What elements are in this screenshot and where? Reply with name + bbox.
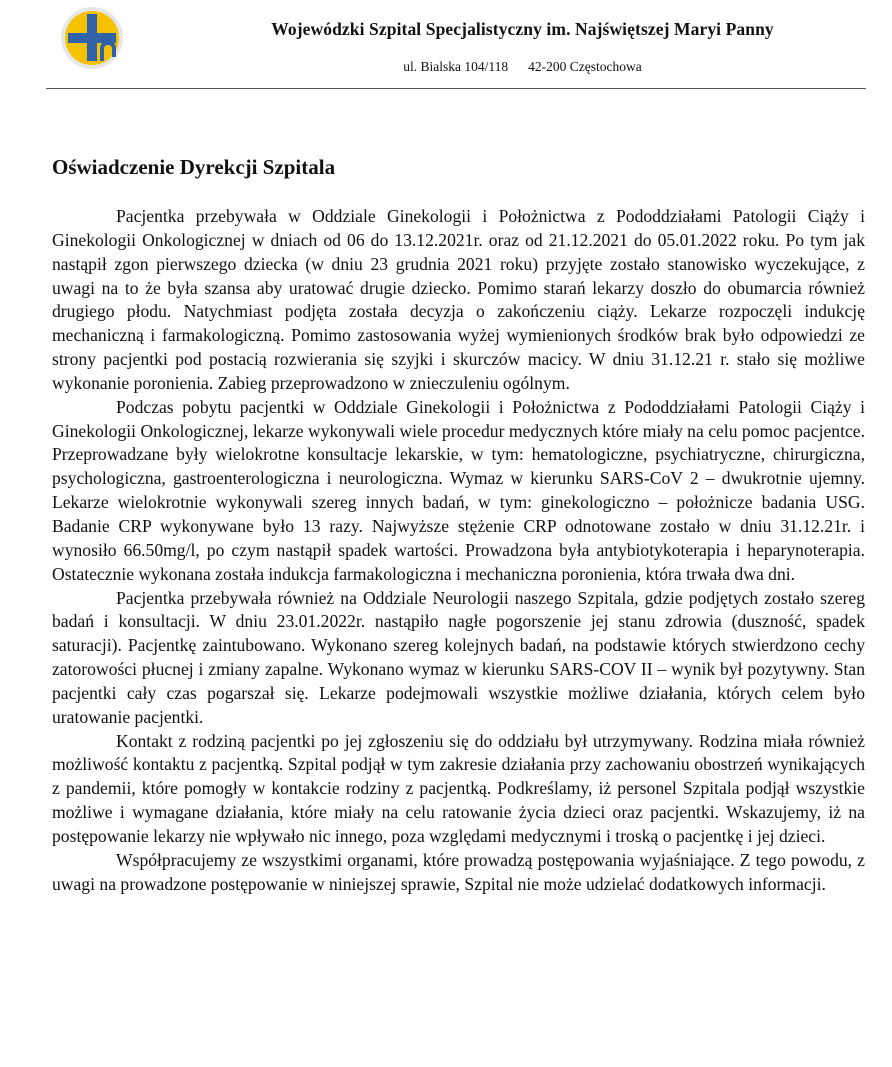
paragraph-3: Pacjentka przebywała również na Oddziale Neurologii naszego Szpitala, gdzie podjętych zostało szereg badań i konsultacji. W dniu 23.01.2022r. nastąpiło nagłe pogorszenie jej stanu zdrowia (duszność, spadek saturacji). Pacjentkę zaintubowano. Wykonano szereg kolejnych badań, na podstawie których stwierdzono cechy zatorowości płucnej i zmiany zapalne. Wykonano wymaz w kierunku SARS-COV II – wynik był pozytywny. Stan pacjentki cały czas pogarszał się. Lekarze podejmowali wszystkie możliwe działania, których celem było uratowanie pacjentki. xyxy=(52,587,865,727)
hospital-cross-logo-icon xyxy=(46,5,138,71)
paragraph-2: Podczas pobytu pacjentki w Oddziale Ginekologii i Położnictwa z Pododdziałami Patologii Ciąży i Ginekologii Onkologicznej, lekarze wykonywali wiele procedur medycznych które miały na celu pomoc pacjentce. Przeprowadzane były wielokrotne konsultacje lekarskie, w tym: hematologiczne, psychiatryczne, chirurgiczna, psychologiczna, gastroenterologiczna i neurologiczna. Wymaz w kierunku SARS-CoV 2 – dwukrotnie ujemny. Lekarze wielokrotnie wykonywali szereg innych badań, w tym: ginekologiczno – położnicze badania USG. Badanie CRP wykonywane było 13 razy. Najwyższe stężenie CRP odnotowane zostało w dniu 31.12.21r. i wynosiło 66.50mg/l, po czym nastąpił spadek wartości. Prowadzona była antybiotykoterapia i heparynoterapia. Ostatecznie wykonana została indukcja farmakologiczna i mechaniczna poronienia, która trwała dwa dni. xyxy=(52,396,865,584)
hospital-address xyxy=(160,59,885,75)
hospital-street: ul. Bialska 104/118 xyxy=(403,59,509,74)
header-divider xyxy=(46,88,866,89)
hospital-city: 42-200 Częstochowa xyxy=(528,59,642,74)
hospital-name: Wojewódzki Szpital Specjalistyczny im. Najświętszej Maryi Panny xyxy=(271,19,774,39)
paragraph-4: Kontakt z rodziną pacjentki po jej zgłoszeniu się do oddziału był utrzymywany. Rodzina miała również możliwość kontaktu z pacjentką. Szpital podjął w tym zakresie działania przy zachowaniu obostrzeń wynikających z pandemii, które pomogły w kontakcie rodziny z pacjentką. Podkreślamy, iż personel Szpitala podjął wszystkie możliwe i wymagane działania, które miały na celu ratowanie życia dzieci oraz pacjentki. Wskazujemy, iż na postępowanie lekarzy nie wpływało nic innego, poza względami medycznymi i troską o pacjentkę i jej dzieci. xyxy=(52,730,865,846)
document-body xyxy=(52,205,865,896)
paragraph-1: Pacjentka przebywała w Oddziale Ginekologii i Położnictwa z Pododdziałami Patologii Ciąży i Ginekologii Onkologicznej w dniach od 06 do 13.12.2021r. oraz od 21.12.2021 do 05.01.2022 roku. Po tym jak nastąpił zgon pierwszego dziecka (w dniu 23 grudnia 2021 roku) przyjęte zostało stanowisko wyczekujące, z uwagi na to że była szansa aby uratować drugie dziecko. Pomimo starań lekarzy doszło do obumarcia również drugiego płodu. Natychmiast podjęta została decyzja o zakończeniu ciąży. Lekarze rozpoczęli indukcję mechaniczną i farmakologiczną. Pomimo zastosowania wyżej wymienionych środków brak było odpowiedzi ze strony pacjentki pod postacią rozwierania się szyjki i skurczów macicy. W dniu 31.12.21 r. stało się możliwe wykonanie poronienia. Zabieg przeprowadzono w znieczuleniu ogólnym. xyxy=(52,206,865,393)
hospital-logo xyxy=(46,5,138,71)
paragraph-5: Współpracujemy ze wszystkimi organami, które prowadzą postępowania wyjaśniające. Z tego powodu, z uwagi na prowadzone postępowanie w niniejszej sprawie, Szpital nie może udzielać dodatkowych informacji. xyxy=(52,849,865,894)
document-title: Oświadczenie Dyrekcji Szpitala xyxy=(52,155,336,179)
